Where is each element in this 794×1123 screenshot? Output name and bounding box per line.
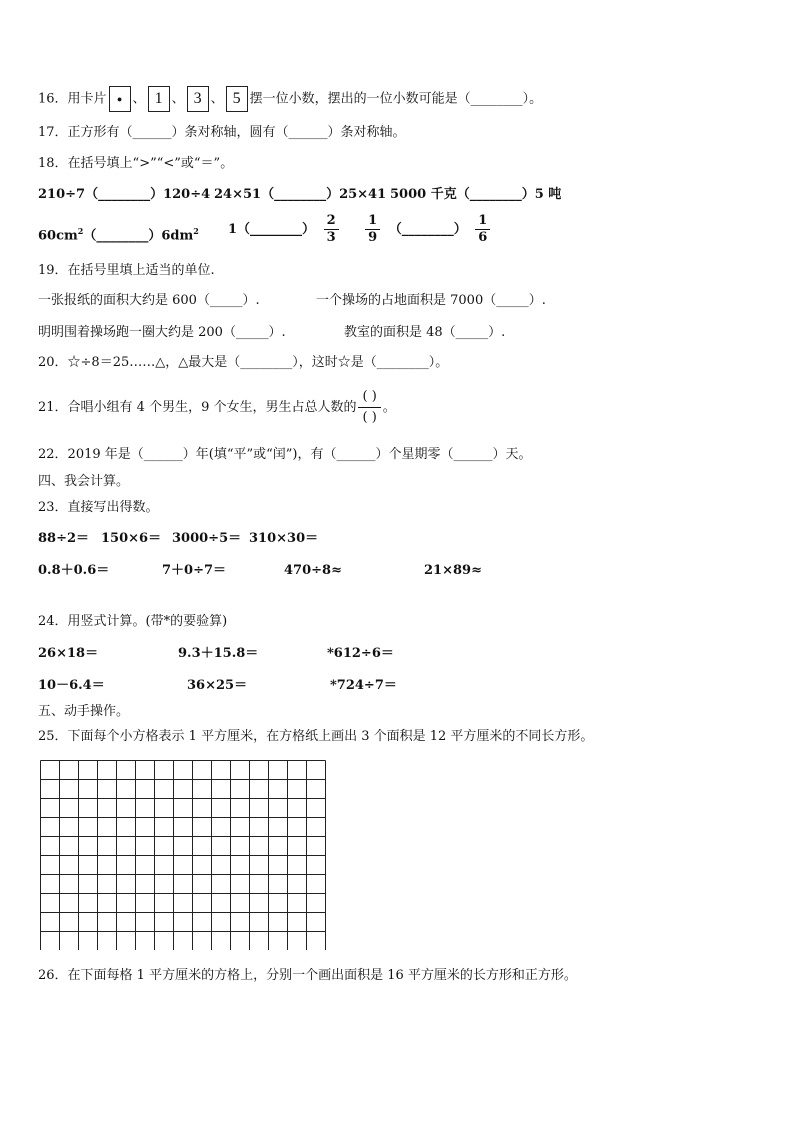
blank-fraction	[358, 387, 380, 428]
card-3: 3	[187, 86, 209, 112]
q18-r2a-pre: 60cm	[38, 228, 78, 244]
q23-expr: 21×89≈	[424, 563, 482, 578]
q16-suffix: 摆一位小数，摆出的一位小数可能是（________）。	[249, 91, 543, 107]
q18-compare-3: 5000 千克（________）5 吨	[390, 187, 562, 202]
fraction-1-9	[365, 213, 380, 246]
fraction-2-3	[324, 213, 339, 246]
square-grid-paper[interactable]	[40, 760, 326, 950]
denominator: 9	[368, 230, 378, 245]
q18-compare-4	[38, 222, 199, 245]
q24-title: 24．用竖式计算。(带*的要验算)	[38, 614, 228, 629]
q23-expr: 470÷8≈	[284, 563, 342, 578]
q22-line: 22．2019 年是（______）年(填“平”或“闰”)，有（______）个星期零（______）天。	[38, 447, 532, 462]
q16-sep: 、	[171, 91, 185, 107]
numerator: 1	[365, 213, 380, 230]
q16-sep: 、	[132, 91, 146, 107]
q19-item-c: 明明围着操场跑一圈大约是 200（_____）.	[38, 325, 286, 340]
q23-expr: 3000÷5＝	[172, 531, 242, 546]
q26-line: 26．在下面每格 1 平方厘米的方格上，分别一个画出面积是 16 平方厘米的长方形和正方形。	[38, 968, 577, 983]
sup-2: 2	[77, 226, 84, 236]
q18-r2b-mid: （________）	[388, 222, 467, 237]
q23-expr: 0.8＋0.6＝	[38, 563, 110, 578]
q23-expr: 150×6＝	[101, 531, 162, 546]
q19-title: 19．在括号里填上适当的单位.	[38, 263, 215, 278]
q19-item-b: 一个操场的占地面积是 7000（_____）.	[316, 293, 546, 308]
q18-compare-5	[228, 210, 494, 250]
q25-line: 25．下面每个小方格表示 1 平方厘米，在方格纸上画出 3 个面积是 12 平方厘米的不同长方形。	[38, 729, 594, 744]
card-5: 5	[226, 86, 248, 112]
q24-expr: 36×25＝	[187, 678, 248, 693]
denominator: 3	[326, 230, 336, 245]
q19-item-d: 教室的面积是 48（_____）.	[344, 325, 506, 340]
q18-compare-2: 24×51（________）25×41	[214, 187, 387, 202]
sup-2: 2	[193, 226, 199, 236]
q16-line	[38, 86, 542, 112]
q16-sep: 、	[210, 91, 224, 107]
section-5-heading: 五、动手操作。	[38, 704, 130, 719]
q19-item-a: 一张报纸的面积大约是 600（_____）.	[38, 293, 260, 308]
q24-expr: 26×18＝	[38, 646, 99, 661]
q18-compare-1: 210÷7（________）120÷4	[38, 187, 211, 202]
q24-expr: 9.3＋15.8＝	[178, 646, 259, 661]
q24-expr: *612÷6＝	[327, 646, 394, 661]
q18-r2a-mid: （________）6dm	[83, 228, 194, 244]
q24-expr: 10－6.4＝	[38, 678, 105, 693]
q23-expr: 7＋0÷7＝	[162, 563, 227, 578]
q23-title: 23．直接写出得数。	[38, 500, 159, 515]
q23-expr: 310×30＝	[249, 531, 319, 546]
q21-line	[38, 386, 396, 430]
q18-title: 18．在括号填上“>”“<”或“＝”。	[38, 156, 234, 171]
q17-line: 17．正方形有（______）条对称轴，圆有（______）条对称轴。	[38, 125, 406, 140]
numerator: 1	[475, 213, 490, 230]
section-4-heading: 四、我会计算。	[38, 474, 130, 489]
q18-r2b-pre: 1（________）	[228, 222, 316, 237]
q16-prefix: 16．用卡片	[38, 91, 107, 107]
card-1: 1	[148, 86, 170, 112]
q24-expr: *724÷7＝	[330, 678, 397, 693]
q21-end: 。	[382, 400, 396, 415]
fraction-1-6	[475, 213, 490, 246]
q23-expr: 88÷2＝	[38, 531, 90, 546]
q20-line: 20．☆÷8＝25……△，△最大是（________），这时☆是（________）。	[38, 355, 449, 370]
blank-denominator: ( )	[362, 410, 377, 425]
card-dot: ●	[109, 86, 131, 112]
denominator: 6	[478, 230, 488, 245]
numerator: 2	[324, 213, 339, 230]
blank-numerator: ( )	[358, 387, 380, 408]
q21-text: 21．合唱小组有 4 个男生，9 个女生，男生占总人数的	[38, 400, 357, 415]
